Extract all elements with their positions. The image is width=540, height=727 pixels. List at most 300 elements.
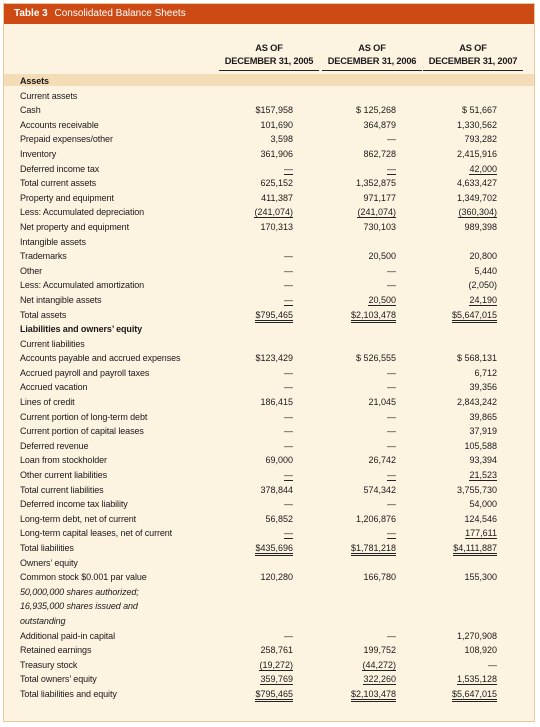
column-header-2006 [317,42,427,71]
value-cell-2006 [326,643,396,658]
value-cell-2007 [427,424,497,439]
row-label: Long-term debt, net of current [20,513,137,524]
cell-value: (241,074) [357,207,396,218]
cell-value: 989,398 [464,221,497,232]
value-cell-2005 [223,278,293,293]
table-title-bar [4,4,534,24]
row-label: Less: Accumulated amortization [20,280,145,291]
value-cell-2005 [223,468,293,483]
cell-value: $1,781,218 [351,543,396,556]
value-cell-2005 [223,687,293,702]
cell-value: 411,387 [261,192,293,203]
value-cell-2006 [326,162,396,177]
row-label: Deferred income tax liability [20,499,128,510]
value-cell-2007 [427,658,497,673]
value-cell-2007 [427,629,497,644]
row-label: Less: Accumulated depreciation [20,207,145,218]
cell-value: — [387,470,396,481]
value-cell-2006 [326,293,396,308]
value-cell-2007 [427,162,497,177]
value-cell-2006 [326,453,396,468]
table-row [4,585,534,600]
value-cell-2006 [326,103,396,118]
row-label: Current assets [20,90,78,101]
value-cell-2006 [326,308,396,323]
value-cell-2005 [223,570,293,585]
row-label: Trademarks [20,251,67,262]
table-row [4,366,534,381]
value-cell-2007 [427,541,497,556]
table-row [4,497,534,512]
table-row [4,89,534,104]
cell-value: 155,300 [464,572,497,583]
cell-value: — [387,528,396,539]
row-label: Retained earnings [20,645,92,656]
value-cell-2005 [223,410,293,425]
value-cell-2006 [326,526,396,541]
value-cell-2006 [326,220,396,235]
value-cell-2006 [326,541,396,556]
cell-value: — [387,630,396,641]
row-label: Total liabilities and equity [20,688,117,699]
column-header-line2: DECEMBER 31, 2006 [327,56,417,66]
value-cell-2005 [223,380,293,395]
cell-value: 56,852 [265,513,293,524]
row-label: Assets [20,76,49,86]
cell-value: — [387,426,396,437]
value-cell-2006 [326,380,396,395]
row-label: Total current liabilities [20,484,104,495]
cell-value: $ 526,555 [355,353,396,364]
cell-value: 42,000 [469,163,497,174]
cell-value: 105,588 [464,440,497,451]
cell-value: 364,879 [363,119,396,130]
cell-value: (44,272) [362,659,396,670]
cell-value: — [284,163,293,174]
cell-value: 101,690 [260,119,293,130]
cell-value: 124,546 [464,513,497,524]
column-header-2005 [214,42,324,71]
table-row [4,658,534,673]
value-cell-2007 [427,366,497,381]
row-label: Accounts payable and accrued expenses [20,353,181,364]
cell-value: 21,523 [469,470,497,481]
value-cell-2007 [427,672,497,687]
column-header-line1: AS OF [255,43,283,53]
value-cell-2005 [223,293,293,308]
row-label: Long-term capital leases, net of current [20,528,173,539]
cell-value: — [387,382,396,393]
cell-value: — [488,659,497,670]
cell-value: — [284,251,293,262]
table-row [4,118,534,133]
value-cell-2006 [326,512,396,527]
cell-value: 21,045 [368,397,396,408]
table-row [4,162,534,177]
value-cell-2006 [326,629,396,644]
cell-value: 4,633,427 [456,178,497,189]
value-cell-2006 [326,687,396,702]
value-cell-2005 [223,643,293,658]
cell-value: — [284,440,293,451]
cell-value: 258,761 [260,645,293,656]
cell-value: 108,920 [464,645,497,656]
table-row [4,439,534,454]
row-label: Common stock $0.001 par value [20,572,147,583]
table-row [4,337,534,352]
cell-value: 1,206,876 [355,513,396,524]
value-cell-2005 [223,541,293,556]
balance-sheet-table [3,3,535,722]
value-cell-2005 [223,220,293,235]
row-label: 50,000,000 shares authorized; [20,586,139,597]
value-cell-2005 [223,512,293,527]
cell-value: $ 568,131 [456,353,497,364]
cell-value: 1,330,562 [456,119,497,130]
cell-value: 177,611 [465,528,497,539]
column-header-2007 [418,42,528,71]
table-row [4,541,534,556]
value-cell-2007 [427,453,497,468]
row-label: Total current assets [20,178,97,189]
value-cell-2005 [223,162,293,177]
value-cell-2007 [427,132,497,147]
row-label: Deferred revenue [20,440,89,451]
value-cell-2006 [326,249,396,264]
table-row [4,176,534,191]
value-cell-2007 [427,687,497,702]
cell-value: 2,843,242 [456,397,497,408]
cell-value: $2,103,478 [351,689,396,702]
value-cell-2007 [427,147,497,162]
cell-value: — [284,382,293,393]
cell-value: — [387,367,396,378]
value-cell-2005 [223,147,293,162]
row-label: Additional paid-in capital [20,630,115,641]
table-row [4,687,534,702]
table-row [4,351,534,366]
cell-value: 1,349,702 [456,192,497,203]
cell-value: $435,696 [255,543,293,556]
value-cell-2005 [223,249,293,264]
table-row [4,629,534,644]
table-row [4,220,534,235]
cell-value: — [387,265,396,276]
table-row [4,147,534,162]
value-cell-2005 [223,118,293,133]
column-header-line1: AS OF [459,43,487,53]
cell-value: 20,500 [368,251,396,262]
cell-value: — [284,265,293,276]
value-cell-2007 [427,278,497,293]
value-cell-2005 [223,629,293,644]
row-label: Deferred income tax [20,163,100,174]
cell-value: $5,647,015 [452,310,497,323]
row-label: Accrued payroll and payroll taxes [20,367,150,378]
column-header-rule [423,70,523,71]
cell-value: — [284,367,293,378]
value-cell-2007 [427,205,497,220]
cell-value: — [284,470,293,481]
cell-value: (2,050) [468,280,497,291]
cell-value: 39,356 [469,382,497,393]
column-header-rule [219,70,319,71]
cell-value: 1,270,908 [456,630,497,641]
value-cell-2007 [427,380,497,395]
value-cell-2006 [326,132,396,147]
value-cell-2006 [326,410,396,425]
column-header-line1: AS OF [358,43,386,53]
cell-value: — [284,499,293,510]
cell-value: — [387,440,396,451]
value-cell-2005 [223,366,293,381]
cell-value: 199,752 [363,645,396,656]
table-row [4,264,534,279]
value-cell-2006 [326,191,396,206]
value-cell-2006 [326,395,396,410]
cell-value: 625,152 [260,178,293,189]
cell-value: 54,000 [469,499,497,510]
table-row [4,526,534,541]
value-cell-2005 [223,483,293,498]
cell-value: $ 125,268 [355,105,396,116]
table-row [4,672,534,687]
row-label: Current liabilities [20,338,85,349]
cell-value: 3,755,730 [456,484,497,495]
value-cell-2007 [427,497,497,512]
table-row [4,235,534,250]
value-cell-2005 [223,497,293,512]
value-cell-2005 [223,132,293,147]
value-cell-2005 [223,395,293,410]
table-row [4,483,534,498]
cell-value: 2,415,916 [456,148,497,159]
row-label: Other current liabilities [20,470,108,481]
value-cell-2005 [223,264,293,279]
table-body [4,74,534,702]
column-header-line2: DECEMBER 31, 2007 [428,56,518,66]
value-cell-2006 [326,424,396,439]
cell-value: 574,342 [363,484,396,495]
cell-value: 20,800 [469,251,497,262]
row-label: Lines of credit [20,397,75,408]
table-row [4,614,534,629]
table-row [4,249,534,264]
cell-value: $2,103,478 [351,310,396,323]
row-label: Other [20,265,43,276]
value-cell-2006 [326,176,396,191]
cell-value: (360,304) [458,207,497,218]
section-header-row [4,74,534,89]
value-cell-2007 [427,468,497,483]
value-cell-2005 [223,424,293,439]
table-row [4,512,534,527]
column-header-line2: DECEMBER 31, 2005 [224,56,314,66]
cell-value: 26,742 [368,455,396,466]
table-row [4,278,534,293]
row-label: Treasury stock [20,659,78,670]
value-cell-2006 [326,278,396,293]
table-row [4,424,534,439]
row-label: 16,935,000 shares issued and [20,601,138,612]
row-label: Current portion of long-term debt [20,411,148,422]
cell-value: 6,712 [474,367,497,378]
cell-value: $4,111,887 [453,543,497,556]
value-cell-2007 [427,176,497,191]
row-label: Owners’ equity [20,557,78,568]
row-label: Total assets [20,309,67,320]
value-cell-2005 [223,176,293,191]
cell-value: $5,647,015 [452,689,497,702]
cell-value: 170,313 [260,221,293,232]
row-label: Total liabilities [20,543,74,553]
table-row [4,556,534,571]
table-row [4,308,534,323]
value-cell-2007 [427,293,497,308]
cell-value: — [387,134,396,145]
value-cell-2007 [427,483,497,498]
cell-value: $ 51,667 [461,105,497,116]
table-row [4,410,534,425]
cell-value: 971,177 [363,192,396,203]
value-cell-2006 [326,205,396,220]
value-cell-2007 [427,118,497,133]
cell-value: 37,919 [469,426,497,437]
cell-value: — [284,280,293,291]
value-cell-2006 [326,264,396,279]
cell-value: 359,769 [260,674,293,685]
table-row [4,191,534,206]
value-cell-2005 [223,308,293,323]
table-row [4,570,534,585]
table-row [4,205,534,220]
cell-value: 69,000 [265,455,293,466]
row-label: Net property and equipment [20,221,129,232]
row-label: Liabilities and owners’ equity [20,324,143,335]
cell-value: — [284,411,293,422]
value-cell-2007 [427,570,497,585]
value-cell-2007 [427,351,497,366]
cell-value: 1,535,128 [456,674,497,685]
value-cell-2006 [326,147,396,162]
value-cell-2006 [326,439,396,454]
cell-value: (241,074) [254,207,293,218]
cell-value: 1,352,875 [355,178,396,189]
row-label: Cash [20,105,41,116]
cell-value: 24,190 [469,294,497,305]
row-label: outstanding [20,615,66,626]
value-cell-2006 [326,468,396,483]
cell-value: — [284,630,293,641]
cell-value: — [284,294,293,305]
cell-value: — [387,280,396,291]
value-cell-2005 [223,191,293,206]
value-cell-2007 [427,395,497,410]
value-cell-2006 [326,483,396,498]
row-label: Total owners’ equity [20,674,97,685]
value-cell-2005 [223,351,293,366]
table-row [4,395,534,410]
table-title: Consolidated Balance Sheets [54,8,186,19]
row-label: Inventory [20,148,57,159]
cell-value: — [387,411,396,422]
value-cell-2006 [326,672,396,687]
cell-value: $795,465 [255,689,293,702]
value-cell-2007 [427,410,497,425]
value-cell-2005 [223,526,293,541]
value-cell-2005 [223,103,293,118]
cell-value: — [387,163,396,174]
value-cell-2006 [326,570,396,585]
value-cell-2005 [223,439,293,454]
value-cell-2006 [326,118,396,133]
cell-value: — [387,499,396,510]
value-cell-2006 [326,658,396,673]
cell-value: 39,865 [469,411,497,422]
column-header-rule [322,70,422,71]
cell-value: 361,906 [260,148,293,159]
value-cell-2005 [223,205,293,220]
value-cell-2007 [427,264,497,279]
value-cell-2007 [427,103,497,118]
table-row [4,468,534,483]
value-cell-2007 [427,220,497,235]
row-label: Accounts receivable [20,119,99,130]
value-cell-2006 [326,366,396,381]
table-row [4,643,534,658]
value-cell-2005 [223,453,293,468]
value-cell-2007 [427,439,497,454]
table-row [4,103,534,118]
cell-value: 5,440 [474,265,497,276]
row-label: Prepaid expenses/other [20,134,113,145]
value-cell-2007 [427,308,497,323]
section-header-row [4,322,534,337]
cell-value: 186,415 [260,397,293,408]
table-row [4,599,534,614]
value-cell-2005 [223,658,293,673]
table-row [4,380,534,395]
value-cell-2006 [326,497,396,512]
value-cell-2007 [427,526,497,541]
row-label: Loan from stockholder [20,455,107,466]
row-label: Current portion of capital leases [20,426,144,437]
cell-value: — [284,528,293,539]
cell-value: 793,282 [464,134,497,145]
cell-value: (19,272) [259,659,293,670]
cell-value: 20,500 [368,294,396,305]
cell-value: — [284,426,293,437]
table-label: Table 3 [14,8,48,19]
row-label: Accrued vacation [20,382,88,393]
value-cell-2007 [427,191,497,206]
value-cell-2007 [427,249,497,264]
value-cell-2007 [427,643,497,658]
cell-value: 120,280 [260,572,293,583]
cell-value: 378,844 [260,484,293,495]
cell-value: 93,394 [469,455,497,466]
cell-value: 862,728 [363,148,396,159]
row-label: Intangible assets [20,236,86,247]
table-row [4,453,534,468]
cell-value: $123,429 [255,353,293,364]
value-cell-2006 [326,351,396,366]
row-label: Property and equipment [20,192,114,203]
cell-value: 166,780 [363,572,396,583]
cell-value: $795,465 [255,310,293,323]
value-cell-2005 [223,672,293,687]
value-cell-2007 [427,512,497,527]
